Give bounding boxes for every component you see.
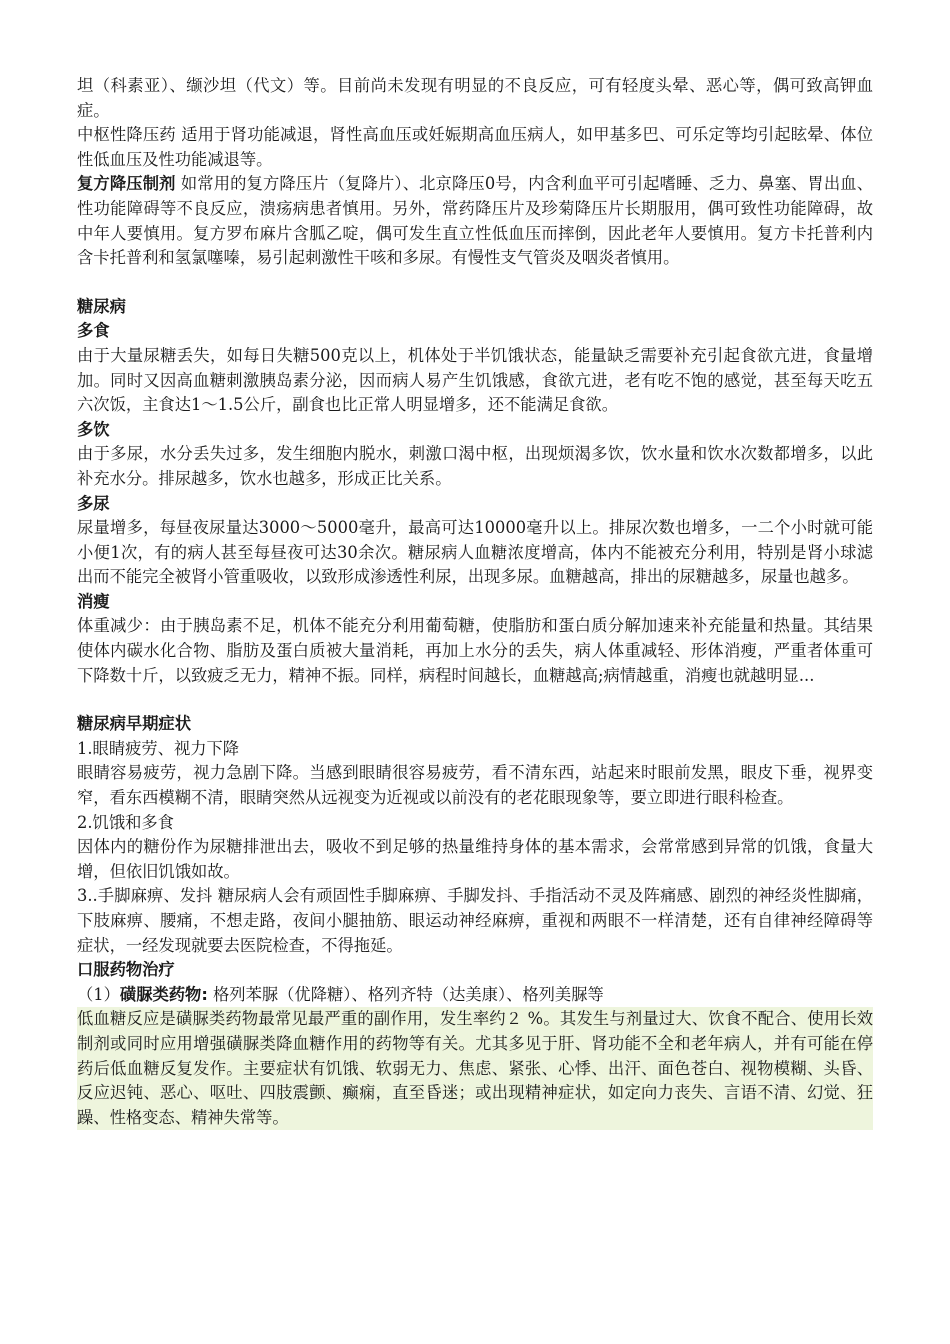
spacer <box>77 271 873 295</box>
section-title-early-symptoms: 糖尿病早期症状 <box>77 714 191 734</box>
item-eye-fatigue: 1.眼睛疲劳、视力下降 <box>77 738 240 758</box>
paragraph-weight-loss: 体重减少：由于胰岛素不足，机体不能充分利用葡萄糖，使脂肪和蛋白质分解加速来补充能量和热量。其结果使体内碳水化合物、脂肪及蛋白质被大量消耗，再加上水分的丢失，病人体重减轻、形体消瘦，严重者体重可下降数十斤，以致疲乏无力，精神不振。同样，病程时间越长，血糖越高;病情越重，消瘦也就越明显... <box>77 616 873 685</box>
sulfonylureas-prefix: （1） <box>77 984 120 1004</box>
section-title-oral-medication: 口服药物治疗 <box>77 960 175 980</box>
item-hunger: 2.饥饿和多食 <box>77 812 174 832</box>
document-page <box>77 74 873 1130</box>
paragraph-central-antihypertensive: 中枢性降压药 适用于肾功能减退，肾性高血压或妊娠期高血压病人，如甲基多巴、可乐定等均引起眩晕、体位性低血压及性功能减退等。 <box>77 125 873 169</box>
paragraph-polyphagia: 由于大量尿糖丢失，如每日失糖500克以上，机体处于半饥饿状态，能量缺乏需要补充引起食欲亢进，食量增加。同时又因高血糖刺激胰岛素分泌，因而病人易产生饥饿感，食欲亢进，老有吃不饱的感觉，甚至每天吃五六次饭，主食达1～1.5公斤，副食也比正常人明显增多，还不能满足食欲。 <box>77 345 873 415</box>
paragraph-hunger: 因体内的糖份作为尿糖排泄出去，吸收不到足够的热量维持身体的基本需求，会常常感到异常的饥饿，食量大增，但依旧饥饿如故。 <box>77 837 873 881</box>
compound-label: 复方降压制剂 <box>77 174 176 194</box>
compound-text: 如常用的复方降压片（复降片）、北京降压0号，内含利血平可引起嗜睡、乏力、鼻塞、胃出血、性功能障碍等不良反应，溃疡病患者慎用。另外，常药降压片及珍菊降压片长期服用，偶可致性功能障碍，故中年人要慎用。复方罗布麻片含胍乙啶，偶可发生直立性低血压而摔倒，因此老年人要慎用。复方卡托普利内含卡托普利和氢氯噻嗪，易引起刺激性干咳和多尿。有慢性支气管炎及咽炎者慎用。 <box>77 174 873 268</box>
paragraph-hypoglycemia-highlighted: 低血糖反应是磺脲类药物最常见最严重的副作用，发生率约２ %。其发生与剂量过大、饮食不配合、使用长效制剂或同时应用增强磺脲类降血糖作用的药物等有关。尤其多见于肝、肾功能不全和老年病人，并有可能在停药后低血糖反复发作。主要症状有饥饿、软弱无力、焦虑、紧张、心悸、出汗、面色苍白、视物模糊、头昏、反应迟钝、恶心、呕吐、四肢震颤、癫痫，直至昏迷；或出现精神症状，如定向力丧失、言语不清、幻觉、狂躁、性格变态、精神失常等。 <box>77 1007 873 1130</box>
paragraph-polydipsia: 由于多尿，水分丢失过多，发生细胞内脱水，刺激口渴中枢，出现烦渴多饮，饮水量和饮水次数都增多，以此补充水分。排尿越多，饮水也越多，形成正比关系。 <box>77 444 873 488</box>
paragraph-numbness: 3..手脚麻痹、发抖 糖尿病人会有顽固性手脚麻痹、手脚发抖、手指活动不灵及阵痛感、剧烈的神经炎性脚痛，下肢麻痹、腰痛，不想走路，夜间小腿抽筋、眼运动神经麻痹，重视和两眼不一样清楚，还有自律神经障碍等症状，一经发现就要去医院检查，不得拖延。 <box>77 886 873 955</box>
paragraph-arb-drugs: 坦（科素亚）、缬沙坦（代文）等。目前尚未发现有明显的不良反应，可有轻度头晕、恶心等，偶可致高钾血症。 <box>77 76 873 120</box>
section-title-diabetes: 糖尿病 <box>77 296 126 316</box>
heading-polyuria: 多尿 <box>77 493 110 513</box>
sulfonylureas-label: 磺脲类药物: <box>119 984 208 1004</box>
paragraph-polyuria: 尿量增多，每昼夜尿量达3000～5000毫升，最高可达10000毫升以上。排尿次数也增多，一二个小时就可能小便1次，有的病人甚至每昼夜可达30余次。糖尿病人血糖浓度增高，体内不能被充分利用，特别是肾小球滤出而不能完全被肾小管重吸收，以致形成渗透性利尿，出现多尿。血糖越高，排出的尿糖越多，尿量也越多。 <box>77 518 873 587</box>
heading-weight-loss: 消瘦 <box>77 591 110 611</box>
heading-polydipsia: 多饮 <box>77 419 110 439</box>
paragraph-compound-antihypertensive <box>77 172 873 270</box>
sulfonylureas-drugs: 格列苯脲（优降糖）、格列齐特（达美康）、格列美脲等 <box>207 984 604 1004</box>
heading-polyphagia: 多食 <box>77 321 110 341</box>
subheading-sulfonylureas <box>77 983 873 1008</box>
paragraph-eye-fatigue: 眼睛容易疲劳，视力急剧下降。当感到眼睛很容易疲劳，看不清东西，站起来时眼前发黑，眼皮下垂，视界变窄，看东西模糊不清，眼睛突然从远视变为近视或以前没有的老花眼现象等，要立即进行眼科检查。 <box>77 763 873 808</box>
spacer <box>77 688 873 712</box>
